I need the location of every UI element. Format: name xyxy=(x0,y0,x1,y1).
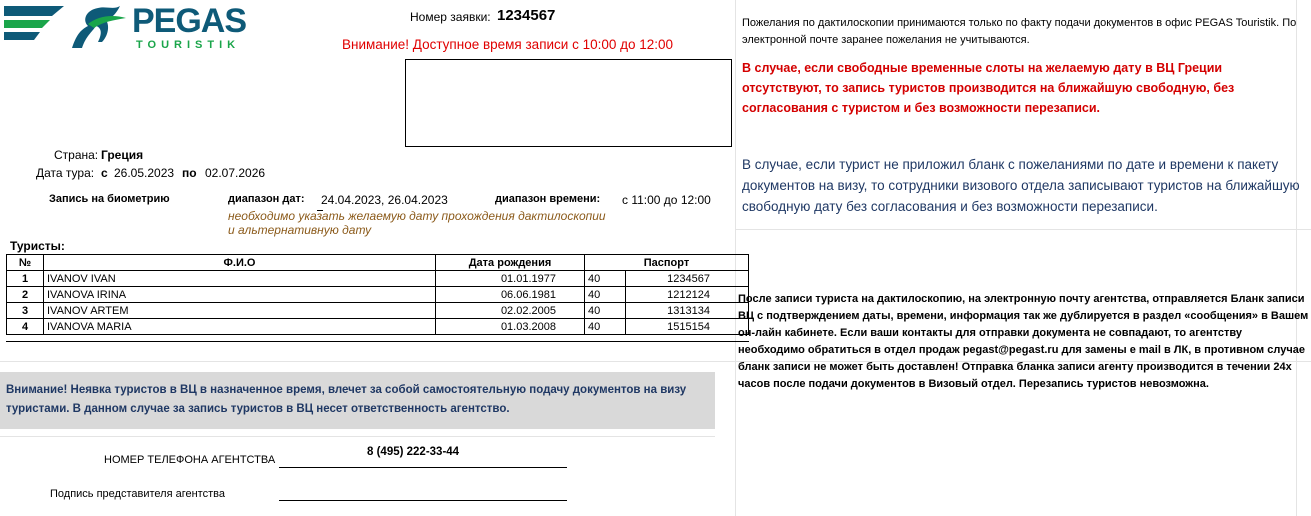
pegas-logo xyxy=(2,2,247,54)
request-number: 1234567 xyxy=(497,7,556,24)
col-passport: Паспорт xyxy=(585,255,749,271)
agency-phone[interactable]: 8 (495) 222-33-44 xyxy=(367,446,460,458)
tour-from: 26.05.2023 xyxy=(114,166,175,180)
row-passport-number[interactable]: 1515154 xyxy=(626,319,749,335)
side-note-no-form: В случае, если турист не приложил бланк с пожеланиями по дате и времени к пакету документов на визу, то сотрудники визового отдела записывают туристов на ближайшую свободную дату без согласования и без возможности перезаписи. xyxy=(742,157,1300,214)
col-name: Ф.И.О xyxy=(44,255,436,271)
row-name[interactable]: IVANOV ARTEM xyxy=(44,303,436,319)
row-number: 3 xyxy=(7,303,44,319)
tour-from-label: с xyxy=(101,166,108,180)
row-dob[interactable]: 02.02.2005 xyxy=(436,303,585,319)
divider xyxy=(6,341,749,342)
tour-dates-label: Дата тура: xyxy=(36,166,95,180)
phone-underline xyxy=(279,467,567,468)
grid-line xyxy=(735,229,1311,230)
signature-line[interactable] xyxy=(279,500,567,501)
date-range-value[interactable]: 24.04.2023, 26.04.2023 xyxy=(321,193,448,207)
request-number-label: Номер заявки: xyxy=(410,10,491,24)
grid-line xyxy=(0,436,715,437)
col-dob: Дата рождения xyxy=(436,255,585,271)
biometric-hint-1: необходимо указать желаемую дату прохождения дактилоскопии xyxy=(228,209,606,223)
signature-label: Подпись представителя агентства xyxy=(50,488,225,500)
country-value: Греция xyxy=(101,148,144,162)
country-label: Страна: xyxy=(54,148,99,162)
table-row xyxy=(7,271,749,287)
stamp-box[interactable] xyxy=(405,59,732,147)
table-row xyxy=(7,319,749,335)
date-range-label: диапазон дат: xyxy=(228,193,305,205)
col-number: № xyxy=(7,255,44,271)
biometric-hint-2: и альтернативную дату xyxy=(228,223,372,237)
row-passport-series[interactable]: 40 xyxy=(585,319,626,335)
pegasus-icon xyxy=(2,2,130,54)
logo-name: PEGAS xyxy=(132,2,247,40)
row-number: 4 xyxy=(7,319,44,335)
side-note-slots: В случае, если свободные временные слоты на желаемую дату в ВЦ Греции отсутствуют, то запись туристов производится на ближайшую свободную, без согласования с туристом и без возможности перезаписи. xyxy=(742,61,1235,115)
row-passport-number[interactable]: 1234567 xyxy=(626,271,749,287)
tour-to-label: по xyxy=(182,166,197,180)
logo-subtitle: TOURISTIK xyxy=(136,39,241,51)
tourists-table xyxy=(6,254,749,335)
row-name[interactable]: IVANOV IVAN xyxy=(44,271,436,287)
table-row xyxy=(7,303,749,319)
row-passport-number[interactable]: 1212124 xyxy=(626,287,749,303)
notice-text: Внимание! Неявка туристов в ВЦ в назначенное время, влечет за собой самостоятельную подачу документов на визу туристами. В данном случае за запись туристов в ВЦ несет ответственность агентство. xyxy=(6,384,687,415)
row-name[interactable]: IVANOVA MARIA xyxy=(44,319,436,335)
biometric-label: Запись на биометрию xyxy=(49,193,170,205)
row-dob[interactable]: 06.06.1981 xyxy=(436,287,585,303)
time-range-label: диапазон времени: xyxy=(495,193,601,205)
row-passport-series[interactable]: 40 xyxy=(585,287,626,303)
agency-phone-label: НОМЕР ТЕЛЕФОНА АГЕНТСТВА xyxy=(104,454,276,466)
tourists-title: Туристы: xyxy=(10,239,65,253)
row-name[interactable]: IVANOVA IRINA xyxy=(44,287,436,303)
row-passport-series[interactable]: 40 xyxy=(585,271,626,287)
row-dob[interactable]: 01.03.2008 xyxy=(436,319,585,335)
row-dob[interactable]: 01.01.1977 xyxy=(436,271,585,287)
row-passport-series[interactable]: 40 xyxy=(585,303,626,319)
table-row xyxy=(7,287,749,303)
row-number: 2 xyxy=(7,287,44,303)
row-number: 1 xyxy=(7,271,44,287)
time-range-value[interactable]: с 11:00 до 12:00 xyxy=(622,193,711,207)
side-note-fingerprint: Пожелания по дактилоскопии принимаются только по факту подачи документов в офис PEGAS Touristik. По электронной почте заранее пожелания не учитываются. xyxy=(742,17,1297,46)
tour-to: 02.07.2026 xyxy=(205,166,266,180)
row-passport-number[interactable]: 1313134 xyxy=(626,303,749,319)
side-note-confirmation: После записи туриста на дактилоскопию, на электронную почту агентства, отправляется Бланк записи ВЦ с подтверждением даты, времени, информация так же дублируется в раздел «сообщения» в Вашем он-лайн кабинете. Если ваши контакты для отправки документа не совпадают, то агентству необходимо обратиться в отдел продаж pegast@pegast.ru для замены e mail в ЛК, в противном случае бланк записи не может быть доставлен! Отправка бланка записи агенту производится в течении 24х часов после подачи документов в Визовый отдел. Перезапись туристов невозможна. xyxy=(738,293,1309,390)
time-warning: Внимание! Доступное время записи с 10:00 до 12:00 xyxy=(342,37,674,52)
